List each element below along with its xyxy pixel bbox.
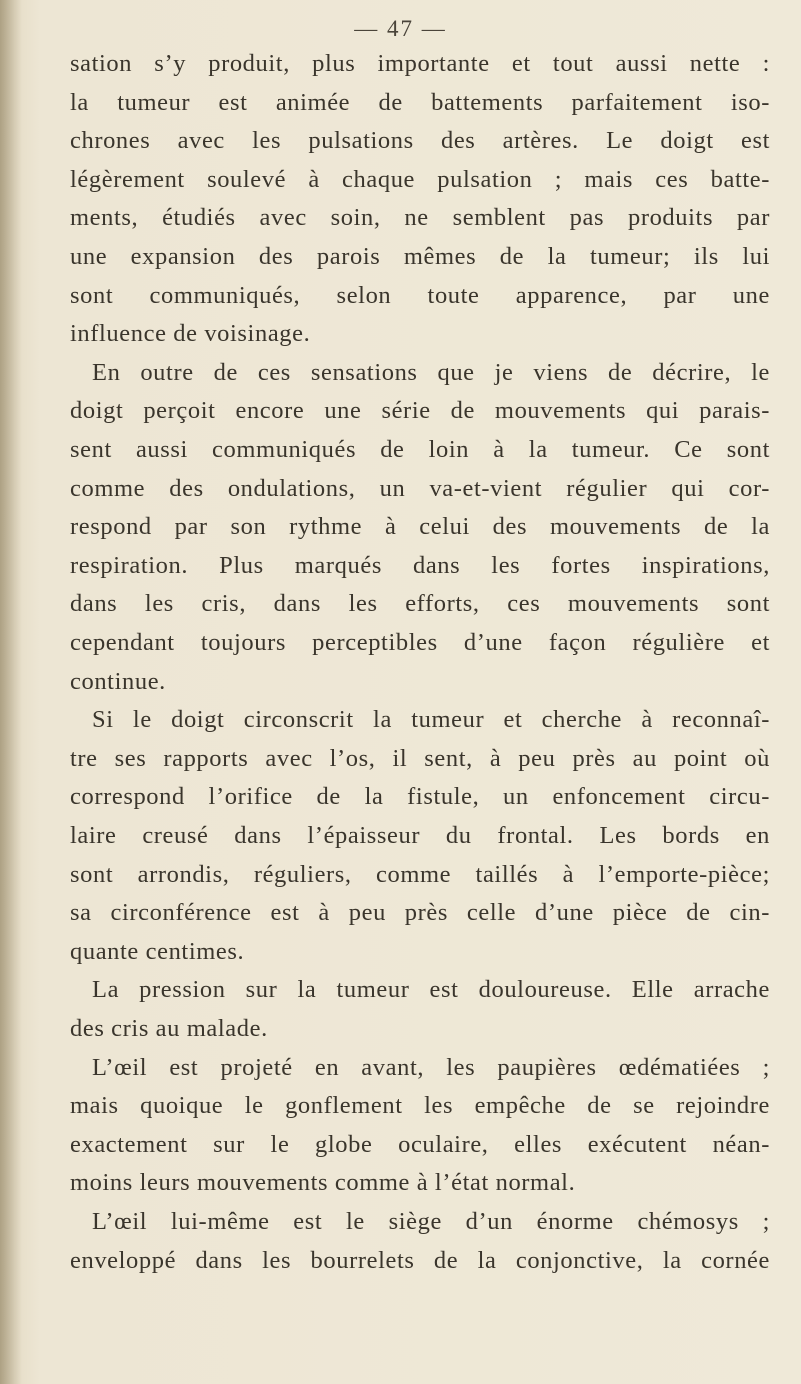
text-line: cependant toujours perceptibles d’une façon régulière et — [70, 629, 770, 656]
page-binding-shadow — [0, 0, 22, 1384]
text-line: correspond l’orifice de la fistule, un enfoncement circu- — [70, 783, 770, 811]
text-line: continue. — [70, 667, 166, 695]
text-line: doigt perçoit encore une série de mouvements qui parais- — [70, 397, 770, 425]
text-line: sa circonférence est à peu près celle d’une pièce de cin- — [70, 899, 770, 927]
text-line: En outre de ces sensations que je viens de décrire, le — [92, 358, 770, 386]
text-line: la tumeur est animée de battements parfaitement iso- — [70, 88, 770, 116]
text-line: sation s’y produit, plus importante et tout aussi nette : — [70, 50, 770, 77]
text-line: La pression sur la tumeur est douloureuse. Elle arrache — [92, 976, 770, 1004]
text-line: chrones avec les pulsations des artères. Le doigt est — [70, 127, 770, 155]
text-line: mais quoique le gonflement les empêche de se rejoindre — [70, 1092, 770, 1120]
text-line: des cris au malade. — [70, 1015, 268, 1042]
text-line: sont arrondis, réguliers, comme taillés à l’emporte-pièce; — [70, 860, 770, 888]
text-line: L’œil est projeté en avant, les paupières œdématiées ; — [92, 1053, 770, 1081]
text-line: tre ses rapports avec l’os, il sent, à peu près au point où — [70, 744, 770, 772]
text-line: Si le doigt circonscrit la tumeur et cherche à reconnaî- — [92, 706, 770, 734]
text-line: enveloppé dans les bourrelets de la conjonctive, la cornée — [70, 1246, 770, 1274]
text-line: respond par son rythme à celui des mouvements de la — [70, 513, 770, 541]
text-line: L’œil lui-même est le siège d’un énorme chémosys ; — [92, 1208, 770, 1235]
text-line: comme des ondulations, un va-et-vient régulier qui cor- — [70, 474, 770, 502]
text-line: quante centimes. — [70, 937, 245, 965]
text-line: influence de voisinage. — [70, 320, 311, 348]
text-line: moins leurs mouvements comme à l’état normal. — [70, 1169, 576, 1197]
text-line: dans les cris, dans les efforts, ces mouvements sont — [70, 590, 770, 618]
text-line: une expansion des parois mêmes de la tumeur; ils lui — [70, 243, 770, 270]
text-line: laire creusé dans l’épaisseur du frontal. Les bords en — [70, 822, 770, 849]
text-line: sont communiqués, selon toute apparence, par une — [70, 281, 770, 309]
text-line: exactement sur le globe oculaire, elles exécutent néan- — [70, 1130, 770, 1158]
text-line: ments, étudiés avec soin, ne semblent pas produits par — [70, 204, 770, 232]
text-line: respiration. Plus marqués dans les fortes inspirations, — [70, 551, 770, 579]
page-number: — 47 — — [354, 16, 447, 41]
text-line: sent aussi communiqués de loin à la tumeur. Ce sont — [70, 436, 770, 463]
text-line: légèrement soulevé à chaque pulsation ; mais ces batte- — [70, 165, 770, 193]
